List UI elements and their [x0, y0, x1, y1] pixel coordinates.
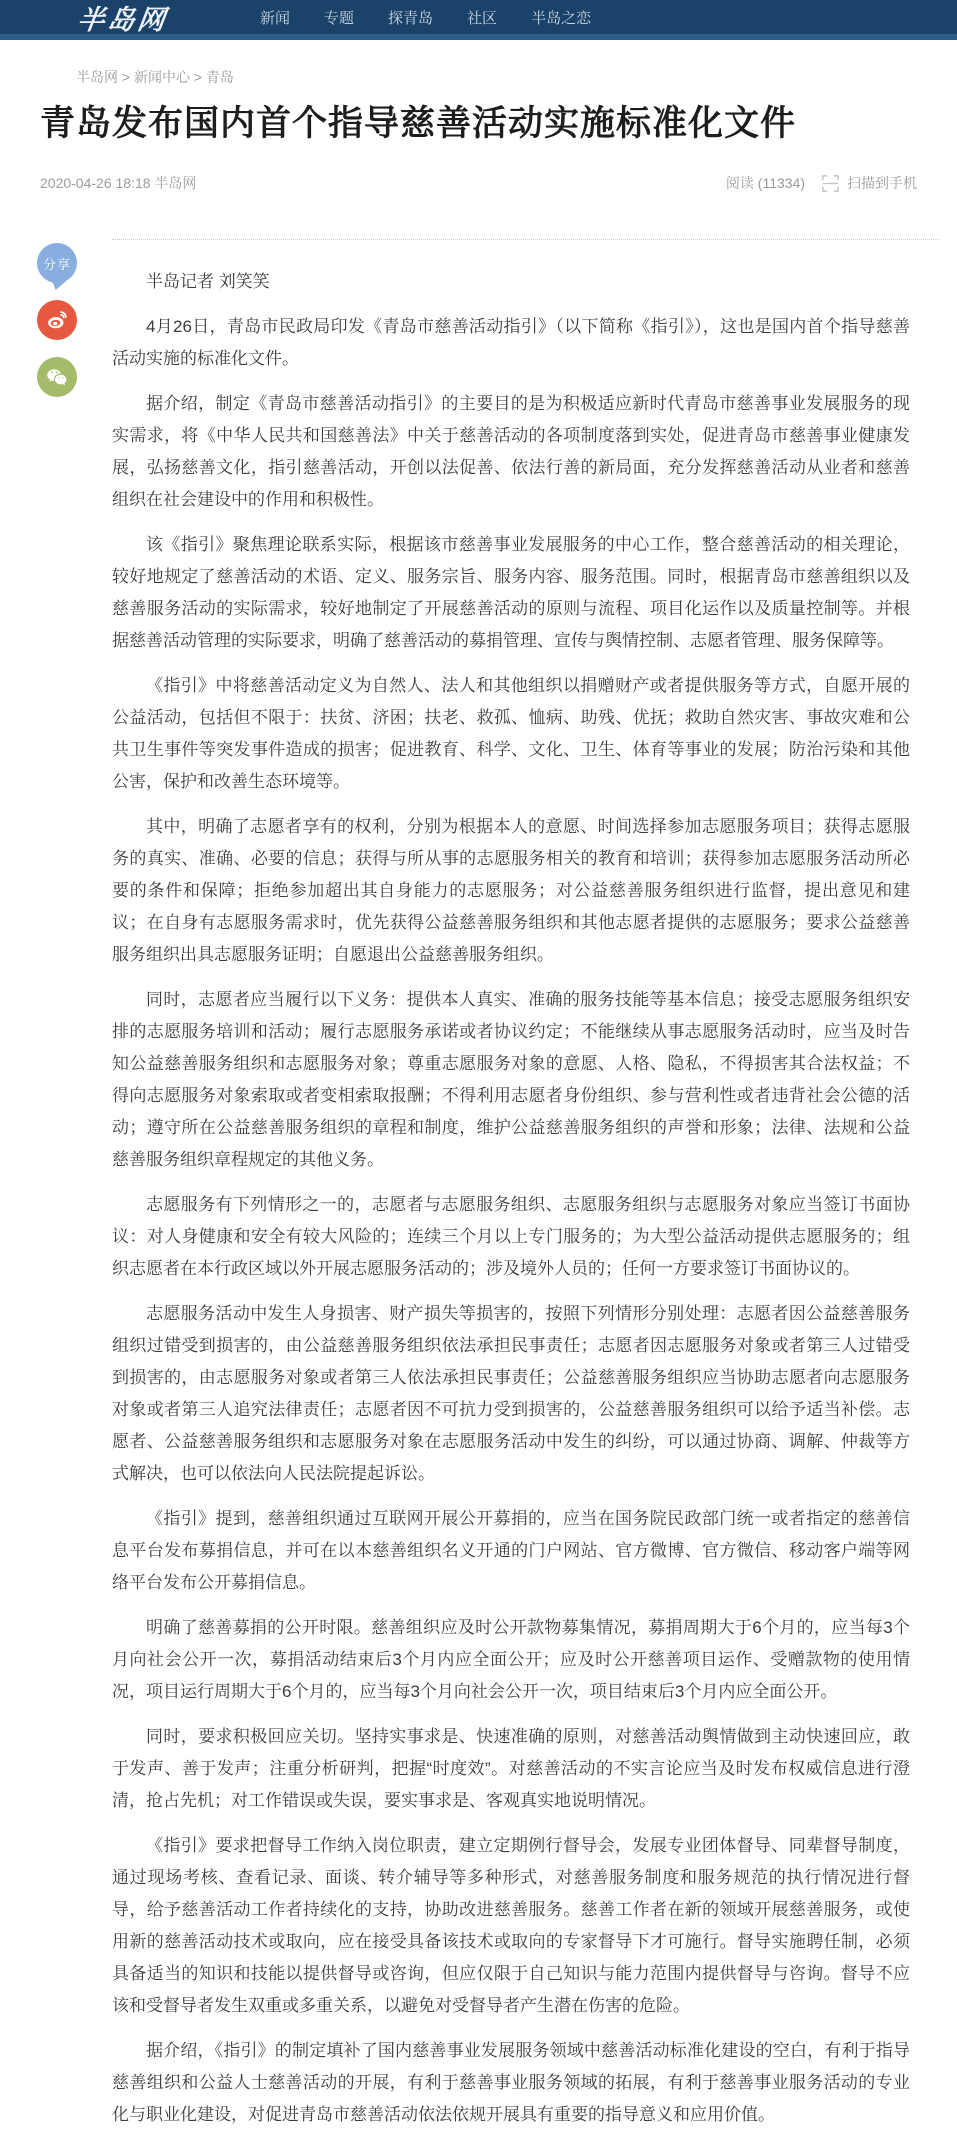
nav-item-explore-qingdao[interactable]: 探青岛: [388, 9, 434, 27]
paragraph: 明确了慈善募捐的公开时限。慈善组织应及时公开款物募集情况，募捐周期大于6个月的，应当每3个月向社会公开一次，募捐活动结束后3个月内应全面公开；应及时公开慈善项目运作、受赠款物的使用情况，项目运行周期大于6个月的，应当每3个月向社会公开一次，项目结束后3个月内应全面公开。: [112, 1618, 910, 1701]
nav-item-peninsula-love[interactable]: 半岛之恋: [531, 9, 592, 27]
paragraph: 志愿服务活动中发生人身损害、财产损失等损害的，按照下列情形分别处理：志愿者因公益慈善服务组织过错受到损害的，由公益慈善服务组织依法承担民事责任；志愿者因志愿服务对象或者第三人过错受到损害的，由志愿服务对象或者第三人依法承担民事责任；公益慈善服务组织应当协助志愿者向志愿服务对象或者第三人追究法律责任；志愿者因不可抗力受到损害的，公益慈善服务组织可以给予适当补偿。志愿者、公益慈善服务组织和志愿服务对象在志愿服务活动中发生的纠纷，可以通过协商、调解、仲裁等方式解决，也可以依法向人民法院提起诉讼。: [112, 1304, 910, 1483]
paragraph: 《指引》要求把督导工作纳入岗位职责，建立定期例行督导会，发展专业团体督导、同辈督导制度，通过现场考核、查看记录、面谈、转介辅导等多种形式，对慈善服务制度和服务规范的执行情况进行督导，给予慈善活动工作者持续化的支持，协助改进慈善服务。慈善工作者在新的领域开展慈善服务，或使用新的慈善活动技术或取向，应在接受具备该技术或取向的专家督导下才可施行。督导实施聘任制，必须具备适当的知识和技能以提供督导或咨询，但应仅限于自己知识与能力范围内提供督导与咨询。督导不应该和受督导者发生双重或多重关系，以避免对受督导者产生潜在伤害的危险。: [112, 1836, 910, 2015]
nav-item-news[interactable]: 新闻: [260, 9, 291, 27]
nav-item-community[interactable]: 社区: [467, 9, 498, 27]
nav-item-topics[interactable]: 专题: [324, 9, 355, 27]
paragraph: 4月26日，青岛市民政局印发《青岛市慈善活动指引》（以下简称《指引》），这也是国内首个指导慈善活动实施的标准化文件。: [112, 317, 910, 368]
top-nav-bar: [0, 0, 957, 40]
reporter-byline: 半岛记者 刘笑笑: [146, 272, 270, 291]
article-container: [42, 239, 940, 2131]
scan-to-phone[interactable]: [821, 173, 917, 193]
article-header: [0, 102, 957, 193]
article-meta-right: [726, 173, 917, 193]
read-count: 阅读 (11334): [725, 175, 805, 191]
paragraph: 志愿服务有下列情形之一的，志愿者与志愿服务组织、志愿服务组织与志愿服务对象应当签订书面协议：对人身健康和安全有较大风险的；连续三个月以上专门服务的；为大型公益活动提供志愿服务的；组织志愿者在本行政区域以外开展志愿服务活动的；涉及境外人员的；任何一方要求签订书面协议的。: [112, 1195, 910, 1278]
weibo-icon[interactable]: [37, 300, 77, 340]
breadcrumb[interactable]: 半岛网 > 新闻中心 > 青岛: [76, 69, 234, 85]
scan-label: 扫描到手机: [847, 175, 917, 191]
share-column: [37, 243, 77, 397]
paragraph: 同时，志愿者应当履行以下义务：提供本人真实、准确的服务技能等基本信息；接受志愿服务组织安排的志愿服务培训和活动；履行志愿服务承诺或者协议约定；不能继续从事志愿服务活动时，应当及时告知公益慈善服务组织和志愿服务对象；尊重志愿服务对象的意愿、人格、隐私，不得损害其合法权益；不得向志愿服务对象索取或者变相索取报酬；不得利用志愿者身份组织、参与营利性或者违背社会公德的活动；遵守所在公益慈善服务组织的章程和制度，维护公益慈善服务组织的声誉和形象；法律、法规和公益慈善服务组织章程规定的其他义务。: [112, 990, 910, 1169]
article-body: [112, 240, 910, 2131]
paragraph: 该《指引》聚焦理论联系实际，根据该市慈善事业发展服务的中心工作，整合慈善活动的相关理论，较好地规定了慈善活动的术语、定义、服务宗旨、服务内容、服务范围。同时，根据青岛市慈善组织以及慈善服务活动的实际需求，较好地制定了开展慈善活动的原则与流程、项目化运作以及质量控制等。并根据慈善活动管理的实际要求，明确了慈善活动的募捐管理、宣传与舆情控制、志愿者管理、服务保障等。: [112, 535, 910, 650]
nav-menu: [260, 7, 625, 28]
qr-scan-icon: [821, 174, 840, 193]
article-meta-row: [40, 173, 917, 193]
paragraph: 同时，要求积极回应关切。坚持实事求是、快速准确的原则，对慈善活动舆情做到主动快速回应，敢于发声、善于发声；注重分析研判，把握“时度效”。对慈善活动的不实言论应当及时发布权威信息进行澄清，抢占先机；对工作错误或失误，要实事求是、客观真实地说明情况。: [112, 1727, 910, 1810]
site-logo[interactable]: 半岛网: [75, 4, 170, 35]
article-date-source: 2020-04-26 18:18 半岛网: [40, 175, 197, 191]
page-title: 青岛发布国内首个指导慈善活动实施标准化文件: [40, 104, 797, 143]
paragraph: 《指引》提到，慈善组织通过互联网开展公开募捐的，应当在国务院民政部门统一或者指定的慈善信息平台发布募捐信息，并可在以本慈善组织名义开通的门户网站、官方微博、官方微信、移动客户端等网络平台发布公开募捐信息。: [112, 1509, 910, 1592]
share-balloon-icon[interactable]: 分享: [37, 243, 77, 283]
paragraph: 其中，明确了志愿者享有的权利，分别为根据本人的意愿、时间选择参加志愿服务项目；获得志愿服务的真实、准确、必要的信息；获得与所从事的志愿服务相关的教育和培训；获得参加志愿服务活动所必要的条件和保障；拒绝参加超出其自身能力的志愿服务；对公益慈善服务组织进行监督，提出意见和建议；在自身有志愿服务需求时，优先获得公益慈善服务组织和其他志愿者提供的志愿服务；要求公益慈善服务组织出具志愿服务证明；自愿退出公益慈善服务组织。: [112, 817, 910, 964]
paragraph: 据介绍，制定《青岛市慈善活动指引》的主要目的是为积极适应新时代青岛市慈善事业发展服务的现实需求，将《中华人民共和国慈善法》中关于慈善活动的各项制度落到实处，促进青岛市慈善事业健康发展，弘扬慈善文化，指引慈善活动，开创以法促善、依法行善的新局面，充分发挥慈善活动从业者和慈善组织在社会建设中的作用和积极性。: [112, 394, 910, 509]
paragraph: 据介绍，《指引》的制定填补了国内慈善事业发展服务领域中慈善活动标准化建设的空白，有利于指导慈善组织和公益人士慈善活动的开展，有利于慈善事业服务领域的拓展，有利于慈善事业服务活动的专业化与职业化建设，对促进青岛市慈善活动依法依规开展具有重要的指导意义和应用价值。: [112, 2041, 910, 2124]
wechat-icon[interactable]: [37, 357, 77, 397]
paragraph: 《指引》中将慈善活动定义为自然人、法人和其他组织以捐赠财产或者提供服务等方式，自愿开展的公益活动，包括但不限于：扶贫、济困；扶老、救孤、恤病、助残、优抚；救助自然灾害、事故灾难和公共卫生事件等突发事件造成的损害；促进教育、科学、文化、卫生、体育等事业的发展；防治污染和其他公害，保护和改善生态环境等。: [112, 676, 910, 791]
